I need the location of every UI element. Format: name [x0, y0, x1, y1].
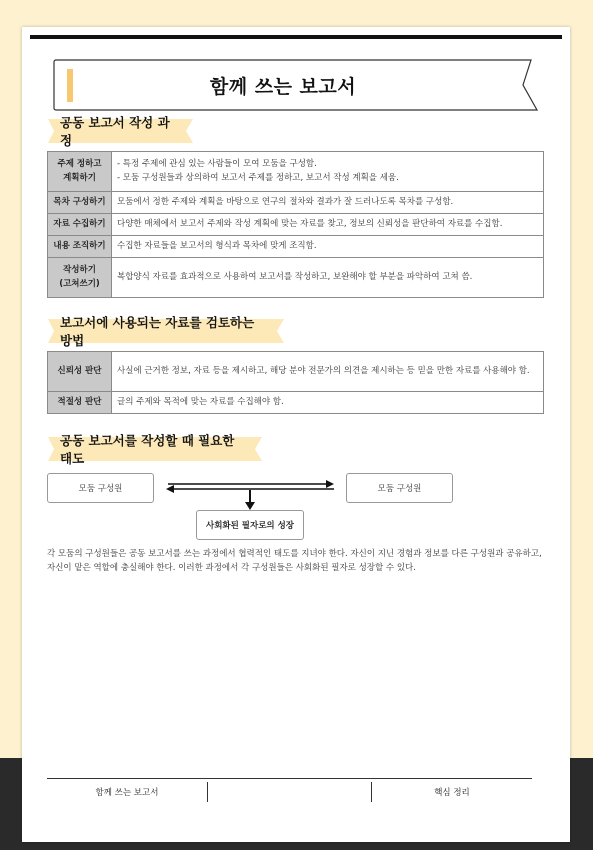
footer-section-label: 핵심 정리 — [434, 788, 470, 798]
row-head: 적절성 판단 — [48, 392, 112, 414]
arrow-right-head — [326, 480, 334, 488]
document-page — [22, 27, 570, 842]
exchange-arrows — [162, 477, 342, 513]
member-box-left: 모둠 구성원 — [47, 473, 154, 503]
table-row — [48, 352, 544, 392]
arrow-down-head — [245, 502, 255, 510]
row-body: 복합양식 자료를 효과적으로 사용하여 보고서를 작성하고, 보완해야 할 부분을 파악하여 고쳐 씀. — [112, 258, 544, 298]
row-head: 목차 구성하기 — [48, 192, 112, 214]
row-head: 주제 정하고 계획하기 — [48, 152, 112, 192]
row-body: 사실에 근거한 정보, 자료 등을 제시하고, 해당 분야 전문가의 의견을 제시하는 등 믿을 만한 자료를 사용해야 함. — [112, 352, 544, 392]
arrow-left-head — [166, 485, 174, 493]
section-title: 보고서에 사용되는 자료를 검토하는 방법 — [60, 315, 255, 348]
table-row — [48, 192, 544, 214]
review-table — [47, 351, 544, 414]
row-body: 모둠에서 정한 주제와 계획을 바탕으로 연구의 절차와 결과가 잘 드러나도록 목차를 구성함. — [112, 192, 544, 214]
table-row — [48, 236, 544, 258]
row-head: 내용 조직하기 — [48, 236, 112, 258]
row-head: 신뢰성 판단 — [48, 352, 112, 392]
process-table — [47, 151, 544, 298]
growth-box: 사회화된 필자로의 성장 — [196, 510, 304, 540]
section-title: 공동 보고서 작성 과정 — [60, 115, 170, 148]
section-header-attitude — [48, 433, 262, 466]
page-title: 함께 쓰는 보고서 — [209, 75, 357, 98]
table-row — [48, 214, 544, 236]
section-header-review — [48, 315, 284, 348]
footer-title: 함께 쓰는 보고서 — [95, 788, 159, 798]
top-rule — [30, 35, 562, 39]
row-body: 수집한 자료들을 보고서의 형식과 목차에 맞게 조직함. — [112, 236, 544, 258]
row-body: 글의 주제와 목적에 맞는 자료를 수집해야 함. — [112, 392, 544, 414]
table-row — [48, 392, 544, 414]
summary-paragraph: 각 모둠의 구성원들은 공동 보고서를 쓰는 과정에서 협력적인 태도를 지녀야 한다. 자신이 지닌 경험과 정보를 다른 구성원과 공유하고, 자신이 맡은 역할에 충실해야 한다. 이러한 과정에서 각 구성원들은 사회화된 필자로 성장할 수 있다. — [47, 549, 542, 574]
section-title: 공동 보고서를 작성할 때 필요한 태도 — [60, 433, 235, 466]
row-body: - 특정 주제에 관심 있는 사람들이 모여 모둠을 구성함. - 모둠 구성원들과 상의하여 보고서 주제를 정하고, 보고서 작성 계획을 세움. — [112, 152, 544, 192]
table-row — [48, 258, 544, 298]
member-box-right: 모둠 구성원 — [346, 473, 453, 503]
footer-divider — [207, 782, 208, 802]
footer-rule — [47, 778, 532, 779]
row-head: 자료 수집하기 — [48, 214, 112, 236]
title-banner — [53, 59, 539, 111]
row-body: 다양한 매체에서 보고서 주제와 작성 계획에 맞는 자료를 찾고, 정보의 신뢰성을 판단하여 자료를 수집함. — [112, 214, 544, 236]
row-head: 작성하기 (고쳐쓰기) — [48, 258, 112, 298]
table-row — [48, 152, 544, 192]
section-header-process — [48, 115, 193, 148]
